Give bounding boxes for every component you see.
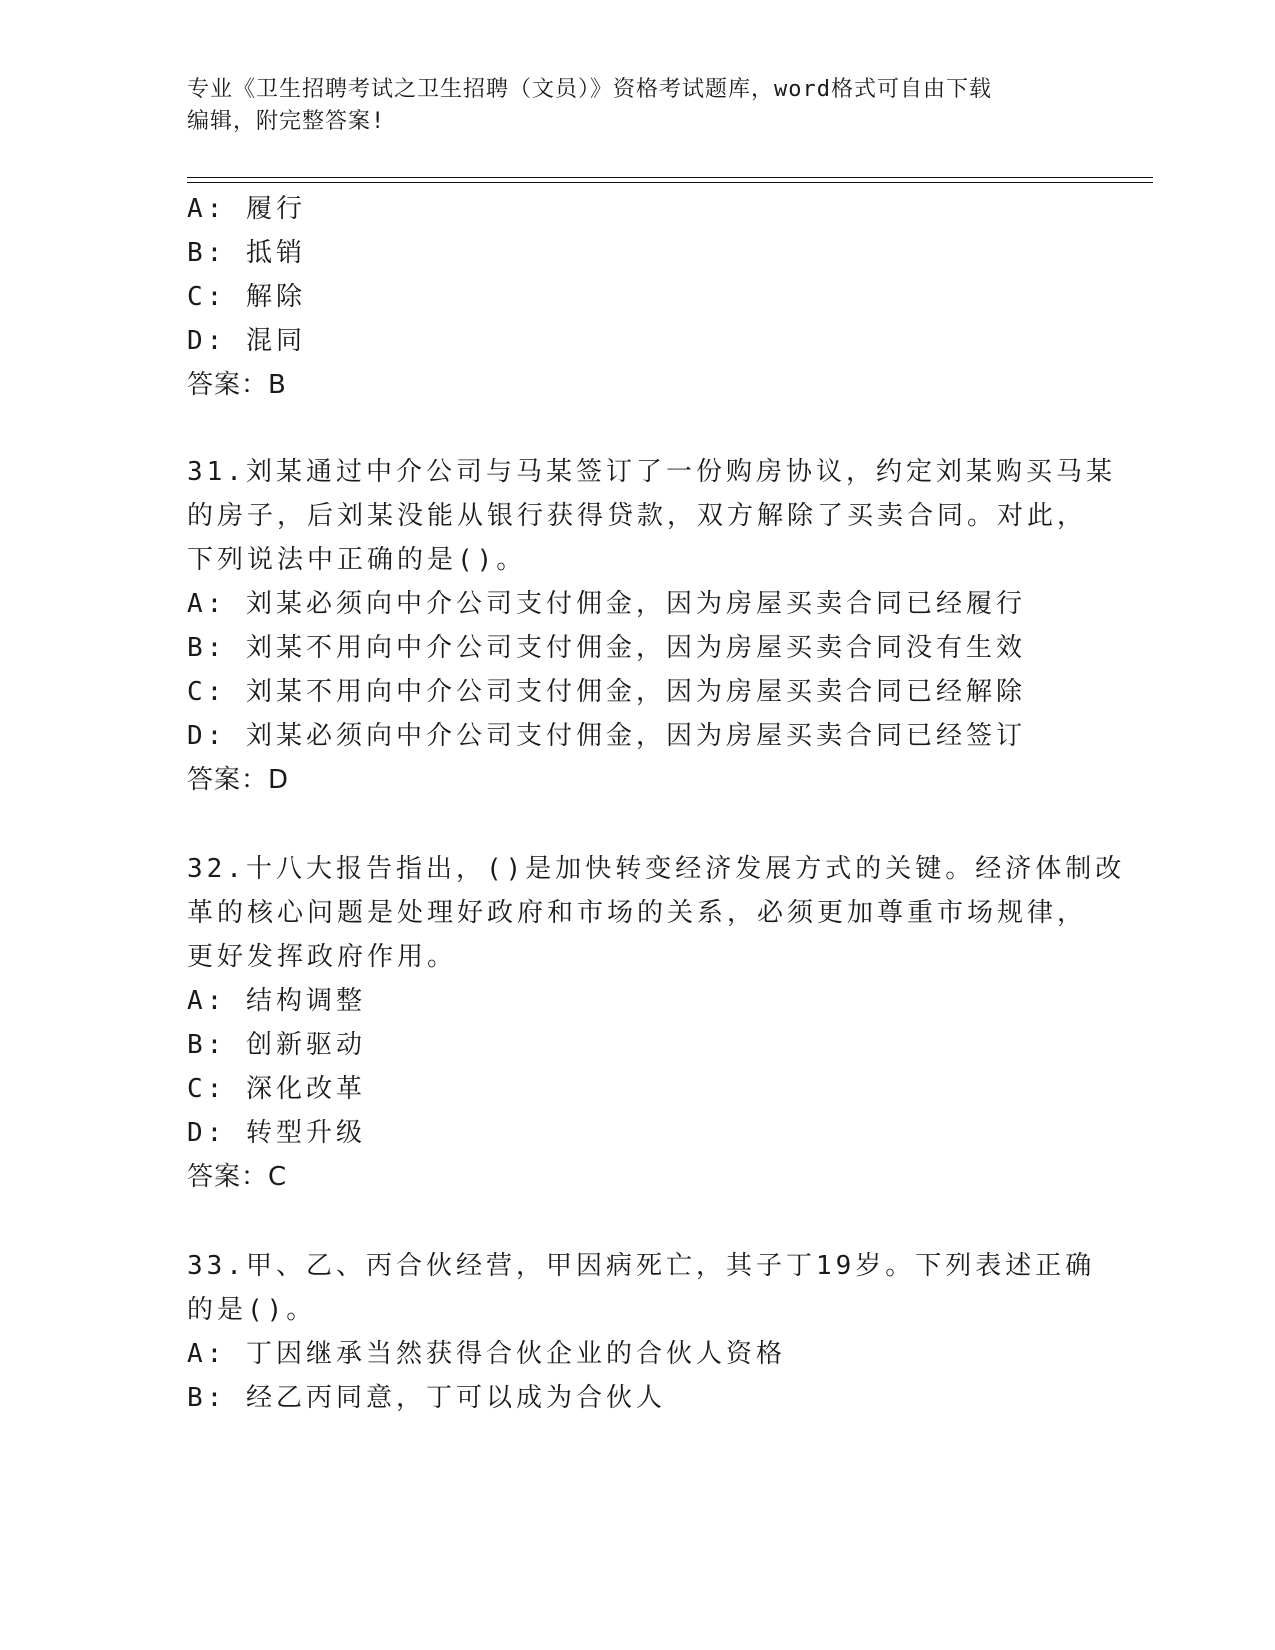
- question-32-option-d: D: 转型升级: [187, 1118, 366, 1148]
- question-32-option-a: A: 结构调整: [187, 986, 366, 1016]
- header-divider-top: [187, 177, 1153, 178]
- question-32-option-b: B: 创新驱动: [187, 1030, 366, 1060]
- document-header: [187, 74, 1087, 138]
- question-31-stem-3: 下列说法中正确的是()。: [187, 545, 527, 575]
- question-33-option-a: A: 丁因继承当然获得合伙企业的合伙人资格: [187, 1339, 786, 1369]
- header-divider-bottom: [187, 182, 1153, 183]
- header-line-2: 编辑，附完整答案!: [187, 109, 386, 134]
- question-31-answer: 答案：D: [187, 765, 290, 795]
- question-32-option-c: C: 深化改革: [187, 1074, 366, 1104]
- question-33-stem-1: 33.甲、乙、丙合伙经营，甲因病死亡，其子丁19岁。下列表述正确: [187, 1251, 1096, 1281]
- question-31-stem-2: 的房子，后刘某没能从银行获得贷款，双方解除了买卖合同。对此，: [187, 501, 1088, 531]
- question-32-stem-1: 32.十八大报告指出，()是加快转变经济发展方式的关键。经济体制改: [187, 854, 1126, 884]
- option-a: A: 履行: [187, 194, 306, 224]
- header-line-1: 专业《卫生招聘考试之卫生招聘（文员）》资格考试题库，word格式可自由下载: [187, 77, 992, 102]
- answer-label: 答案：B: [187, 370, 287, 400]
- option-d: D: 混同: [187, 326, 306, 356]
- question-33-option-b: B: 经乙丙同意，丁可以成为合伙人: [187, 1383, 666, 1413]
- question-32-answer: 答案：C: [187, 1162, 288, 1192]
- question-31-stem-1: 31.刘某通过中介公司与马某签订了一份购房协议，约定刘某购买马某: [187, 457, 1116, 487]
- question-31-option-a: A: 刘某必须向中介公司支付佣金，因为房屋买卖合同已经履行: [187, 589, 1026, 619]
- option-c: C: 解除: [187, 282, 306, 312]
- option-b: B: 抵销: [187, 238, 306, 268]
- question-31-option-c: C: 刘某不用向中介公司支付佣金，因为房屋买卖合同已经解除: [187, 677, 1026, 707]
- question-32-stem-2: 革的核心问题是处理好政府和市场的关系，必须更加尊重市场规律，: [187, 898, 1088, 928]
- question-31-option-b: B: 刘某不用向中介公司支付佣金，因为房屋买卖合同没有生效: [187, 633, 1026, 663]
- question-31-option-d: D: 刘某必须向中介公司支付佣金，因为房屋买卖合同已经签订: [187, 721, 1026, 751]
- question-32-stem-3: 更好发挥政府作用。: [187, 942, 458, 972]
- question-33-stem-2: 的是()。: [187, 1295, 317, 1325]
